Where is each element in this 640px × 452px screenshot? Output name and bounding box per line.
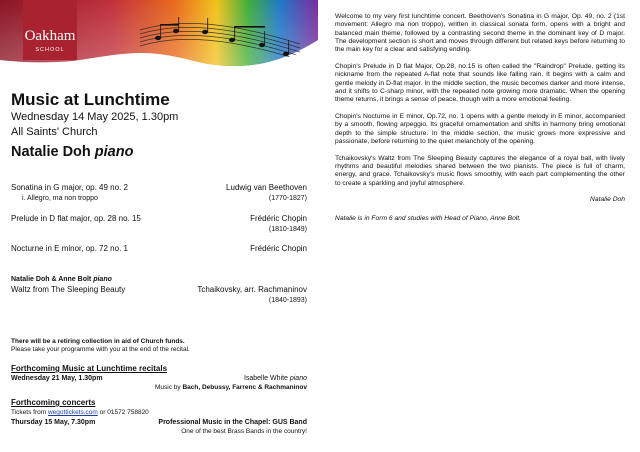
duet-instrument: piano — [93, 276, 112, 283]
programme-composer-3: Frédéric Chopin — [250, 244, 307, 253]
programme-work-4: Waltz from The Sleeping Beauty — [11, 285, 126, 294]
performer-bio: Natalie is in Form 6 and studies with Head of Piano, Anne Bolt. — [335, 214, 521, 222]
programme-composer-4: Tchaikovsky, arr. Rachmaninov — [197, 285, 307, 294]
programme-performers-4 — [11, 275, 112, 285]
music-by-prefix: Music by — [155, 384, 181, 391]
programme-work-1: Sonatina in G major, op. 49 no. 2 — [11, 183, 128, 192]
programme-dates-2: (1810-1849) — [268, 226, 307, 233]
recital-instrument: piano — [289, 375, 307, 382]
forthcoming-concerts-heading: Forthcoming concerts — [11, 398, 96, 407]
tickets-line — [11, 409, 149, 417]
concert-title: Music at Lunchtime — [11, 90, 170, 109]
logo-name: Oakham — [24, 28, 76, 44]
concert-venue: All Saints' Church — [11, 126, 98, 138]
performer-heading — [11, 144, 133, 160]
concert-date-time: Wednesday 14 May 2025, 1.30pm — [11, 111, 179, 123]
recital-composers: Bach, Debussy, Farrenc & Rachmaninov — [182, 384, 307, 391]
note-tchaikovsky: Tchaikovsky's Waltz from The Sleeping Beauty captures the elegance of a royal ball, with lively rhythms and beautiful melodies shared between the two pianists. The piece is full of charm, energy, and grace. Tchaikovsky's music flows smoothly, with each part complementing the other to create a sparkling and joyful atmosphere. — [335, 154, 625, 187]
note-chopin-prelude: Chopin's Prelude in D flat Major, Op.28, no.15 is often called the "Raindrop" Prelude, getting its nickname from the repeated A-flat note that sounds like falling rain. It begins with a calm and gentle melody in D-flat major. In the middle section, the music becomes darker and more intense, and it shifts to C-sharp minor, with the repeated note growing more dramatic. When the opening theme returns, it brings a sense of peace, though with a more emotional feeling. — [335, 62, 625, 104]
notes-signature: Natalie Doh — [590, 196, 625, 204]
recital-performer-name: Isabelle White — [243, 375, 288, 382]
logo-subtitle: SCHOOL — [35, 47, 65, 53]
performer-instrument: piano — [94, 144, 134, 160]
tickets-prefix: Tickets from — [11, 409, 47, 416]
recital-date: Wednesday 21 May, 1.30pm — [11, 375, 103, 382]
school-logo — [23, 0, 77, 60]
recital-music-by — [155, 384, 307, 392]
programme-work-2: Prelude in D flat major, op. 28 no. 15 — [11, 214, 141, 223]
collection-notice: There will be a retiring collection in aid of Church funds. — [11, 338, 185, 345]
performer-name: Natalie Doh — [11, 144, 91, 160]
programme-note: Please take your programme with you at the end of the recital. — [11, 346, 190, 353]
tickets-link[interactable]: wegottickets.com — [47, 409, 98, 416]
programme-notes — [335, 13, 625, 231]
concert-date: Thursday 15 May, 7.30pm — [11, 419, 96, 426]
duet-performers: Natalie Doh & Anne Bolt — [11, 276, 92, 283]
recital-performer — [244, 375, 307, 383]
note-beethoven: Welcome to my very first lunchtime concert. Beethoven's Sonatina in G major, Op. 49, no. 2 (1st movement: Allegro ma non troppo), written in classical sonata form, opens with a bright and balanced main theme, followed by a contrasting second theme in the dominant key of D major. The development section is short and moves through different but related keys before returning to the main key for a clear and satisfying ending. — [335, 13, 625, 54]
programme-composer-2: Frédéric Chopin — [250, 214, 307, 223]
programme-movement-1: i. Allegro, ma non troppo — [22, 195, 98, 202]
tickets-phone: or 01572 758820 — [99, 409, 149, 416]
programme-composer-1: Ludwig van Beethoven — [226, 183, 307, 192]
programme-dates-1: (1770-1827) — [268, 195, 307, 202]
concert-event: Professional Music in the Chapel: GUS Band — [158, 419, 307, 426]
note-chopin-nocturne: Chopin's Nocturne in E minor, Op.72, no. 1 opens with a gentle melody in E minor, accompanied by a smooth, flowing arpeggio. Its graceful ornamentation and shifts in harmony bring emotional depth to the simple structure. In the middle section, the music grows more expressive and passionate, before returning to the quiet melancholy of the opening. — [335, 112, 625, 145]
header-banner — [0, 0, 318, 78]
forthcoming-recitals-heading: Forthcoming Music at Lunchtime recitals — [11, 364, 168, 373]
programme-work-3: Nocturne in E minor, op. 72 no. 1 — [11, 244, 128, 253]
concert-tagline: One of the best Brass Bands in the country! — [181, 428, 307, 435]
programme-dates-4: (1840-1893) — [268, 297, 307, 304]
